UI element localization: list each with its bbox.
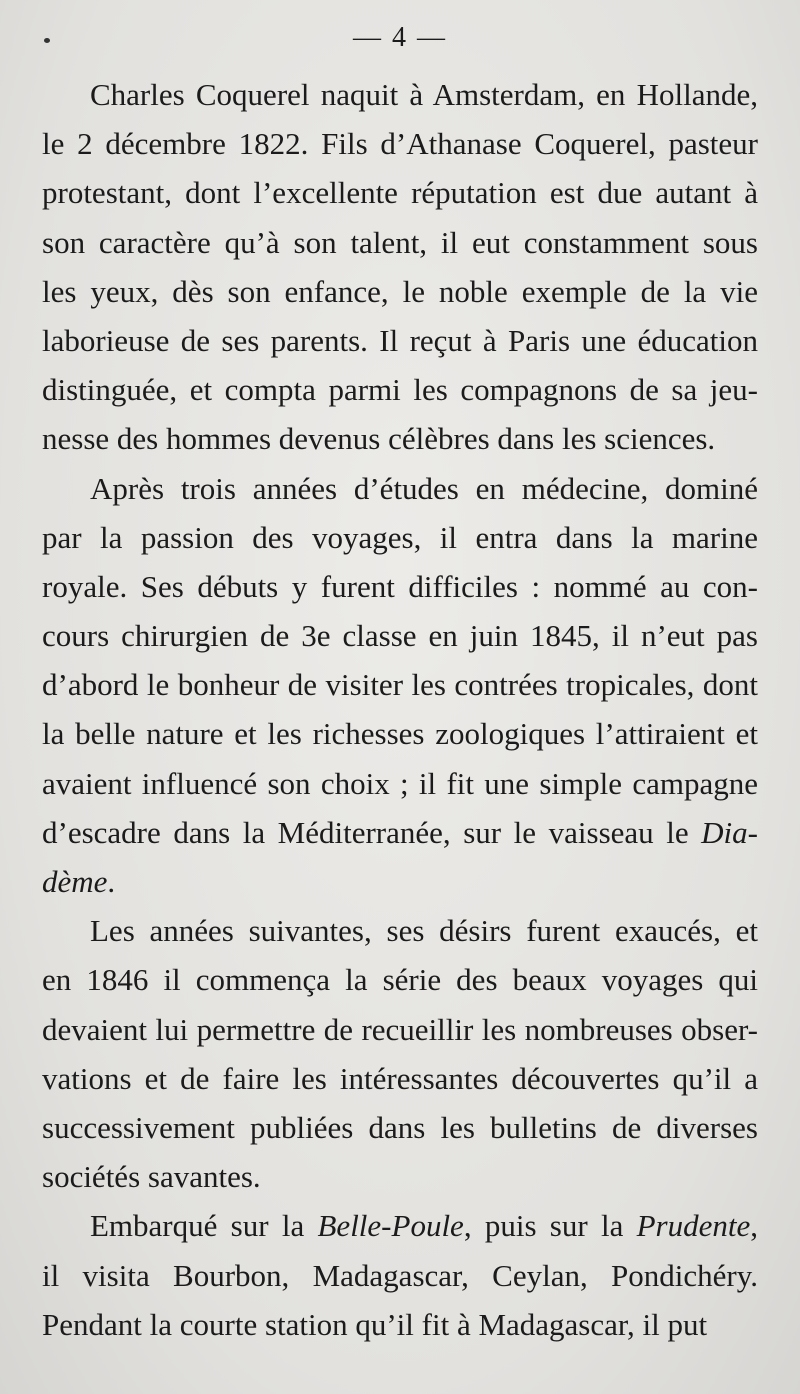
text-line — [42, 562, 758, 611]
text-run: son caractère qu’à son talent, il eut constamment sous — [42, 224, 758, 260]
paragraph — [42, 70, 758, 464]
text-line — [42, 660, 758, 709]
text-run: avaient influencé son choix ; il fit une simple campagne — [42, 765, 758, 801]
text-run: , — [750, 1208, 759, 1244]
text-line — [42, 857, 758, 906]
text-run: , puis sur la — [463, 1208, 637, 1244]
text-line — [42, 316, 758, 365]
text-run: royale. Ses débuts y furent difficiles : nommé au con- — [42, 568, 758, 604]
text-run: les yeux, dès son enfance, le noble exemple de la vie — [42, 273, 758, 309]
text-run: vations et de faire les intéressantes découvertes qu’il a — [42, 1060, 758, 1096]
italic-text: Belle-Poule — [317, 1208, 464, 1244]
paragraph — [42, 1201, 758, 1349]
text-line — [42, 70, 758, 119]
text-run: nesse des hommes devenus célèbres dans les sciences. — [42, 421, 716, 457]
text-run: Pendant la courte station qu’il fit à Madagascar, il put — [42, 1306, 708, 1342]
text-run: Charles Coquerel naquit à Amsterdam, en Hollande, — [90, 77, 758, 112]
text-run: protestant, dont l’excellente réputation est due autant à — [42, 175, 758, 211]
text-line — [42, 1152, 758, 1201]
text-line — [42, 513, 758, 562]
text-run: le 2 décembre 1822. Fils d’Athanase Coquerel, pasteur — [42, 126, 758, 162]
text-run: Embarqué sur la — [90, 1208, 318, 1244]
text-run: d’escadre dans la Méditerranée, sur le vaisseau le — [42, 814, 702, 850]
text-line — [42, 1300, 758, 1349]
italic-text: Dia- — [701, 814, 758, 850]
text-line — [42, 1251, 758, 1300]
text-run: successivement publiées dans les bulletins de diverses — [42, 1109, 758, 1145]
text-line — [42, 906, 758, 955]
text-line — [42, 464, 758, 513]
paragraph — [42, 906, 758, 1201]
italic-text: dème — [42, 864, 108, 899]
text-run: d’abord le bonheur de visiter les contrées tropicales, dont — [42, 667, 758, 703]
text-run: laborieuse de ses parents. Il reçut à Paris une éducation — [42, 322, 758, 358]
text-line — [42, 808, 758, 857]
text-run: . — [107, 864, 116, 899]
page-number: — 4 — — [353, 22, 447, 53]
text-line — [42, 759, 758, 808]
text-line — [42, 1103, 758, 1152]
text-line — [42, 1054, 758, 1103]
text-line — [42, 1005, 758, 1054]
text-line — [42, 267, 758, 316]
text-line — [42, 955, 758, 1004]
text-run: la belle nature et les richesses zoologiques l’attiraient et — [42, 716, 758, 752]
italic-text: Prudente — [636, 1208, 751, 1244]
text-run: devaient lui permettre de recueillir les nombreuses obser- — [42, 1011, 758, 1047]
text-run: en 1846 il commença la série des beaux voyages qui — [42, 962, 758, 998]
text-line — [42, 365, 758, 414]
text-run: Après trois années d’études en médecine, dominé — [90, 470, 758, 506]
text-line — [42, 414, 758, 463]
paragraph — [42, 464, 758, 907]
text-run: il visita Bourbon, Madagascar, Ceylan, Pondichéry. — [42, 1257, 758, 1293]
text-line — [42, 218, 758, 267]
text-line — [42, 709, 758, 758]
text-run: sociétés savantes. — [42, 1159, 261, 1195]
text-line — [42, 168, 758, 217]
text-line — [42, 1201, 758, 1250]
text-line — [42, 119, 758, 168]
text-run: par la passion des voyages, il entra dans la marine — [42, 519, 758, 555]
text-run: Les années suivantes, ses désirs furent exaucés, et — [90, 913, 758, 949]
text-line — [42, 611, 758, 660]
body-text — [42, 70, 758, 1349]
text-run: distinguée, et compta parmi les compagnons de sa jeu- — [42, 372, 758, 408]
text-run: cours chirurgien de 3e classe en juin 1845, il n’eut pas — [42, 618, 758, 654]
